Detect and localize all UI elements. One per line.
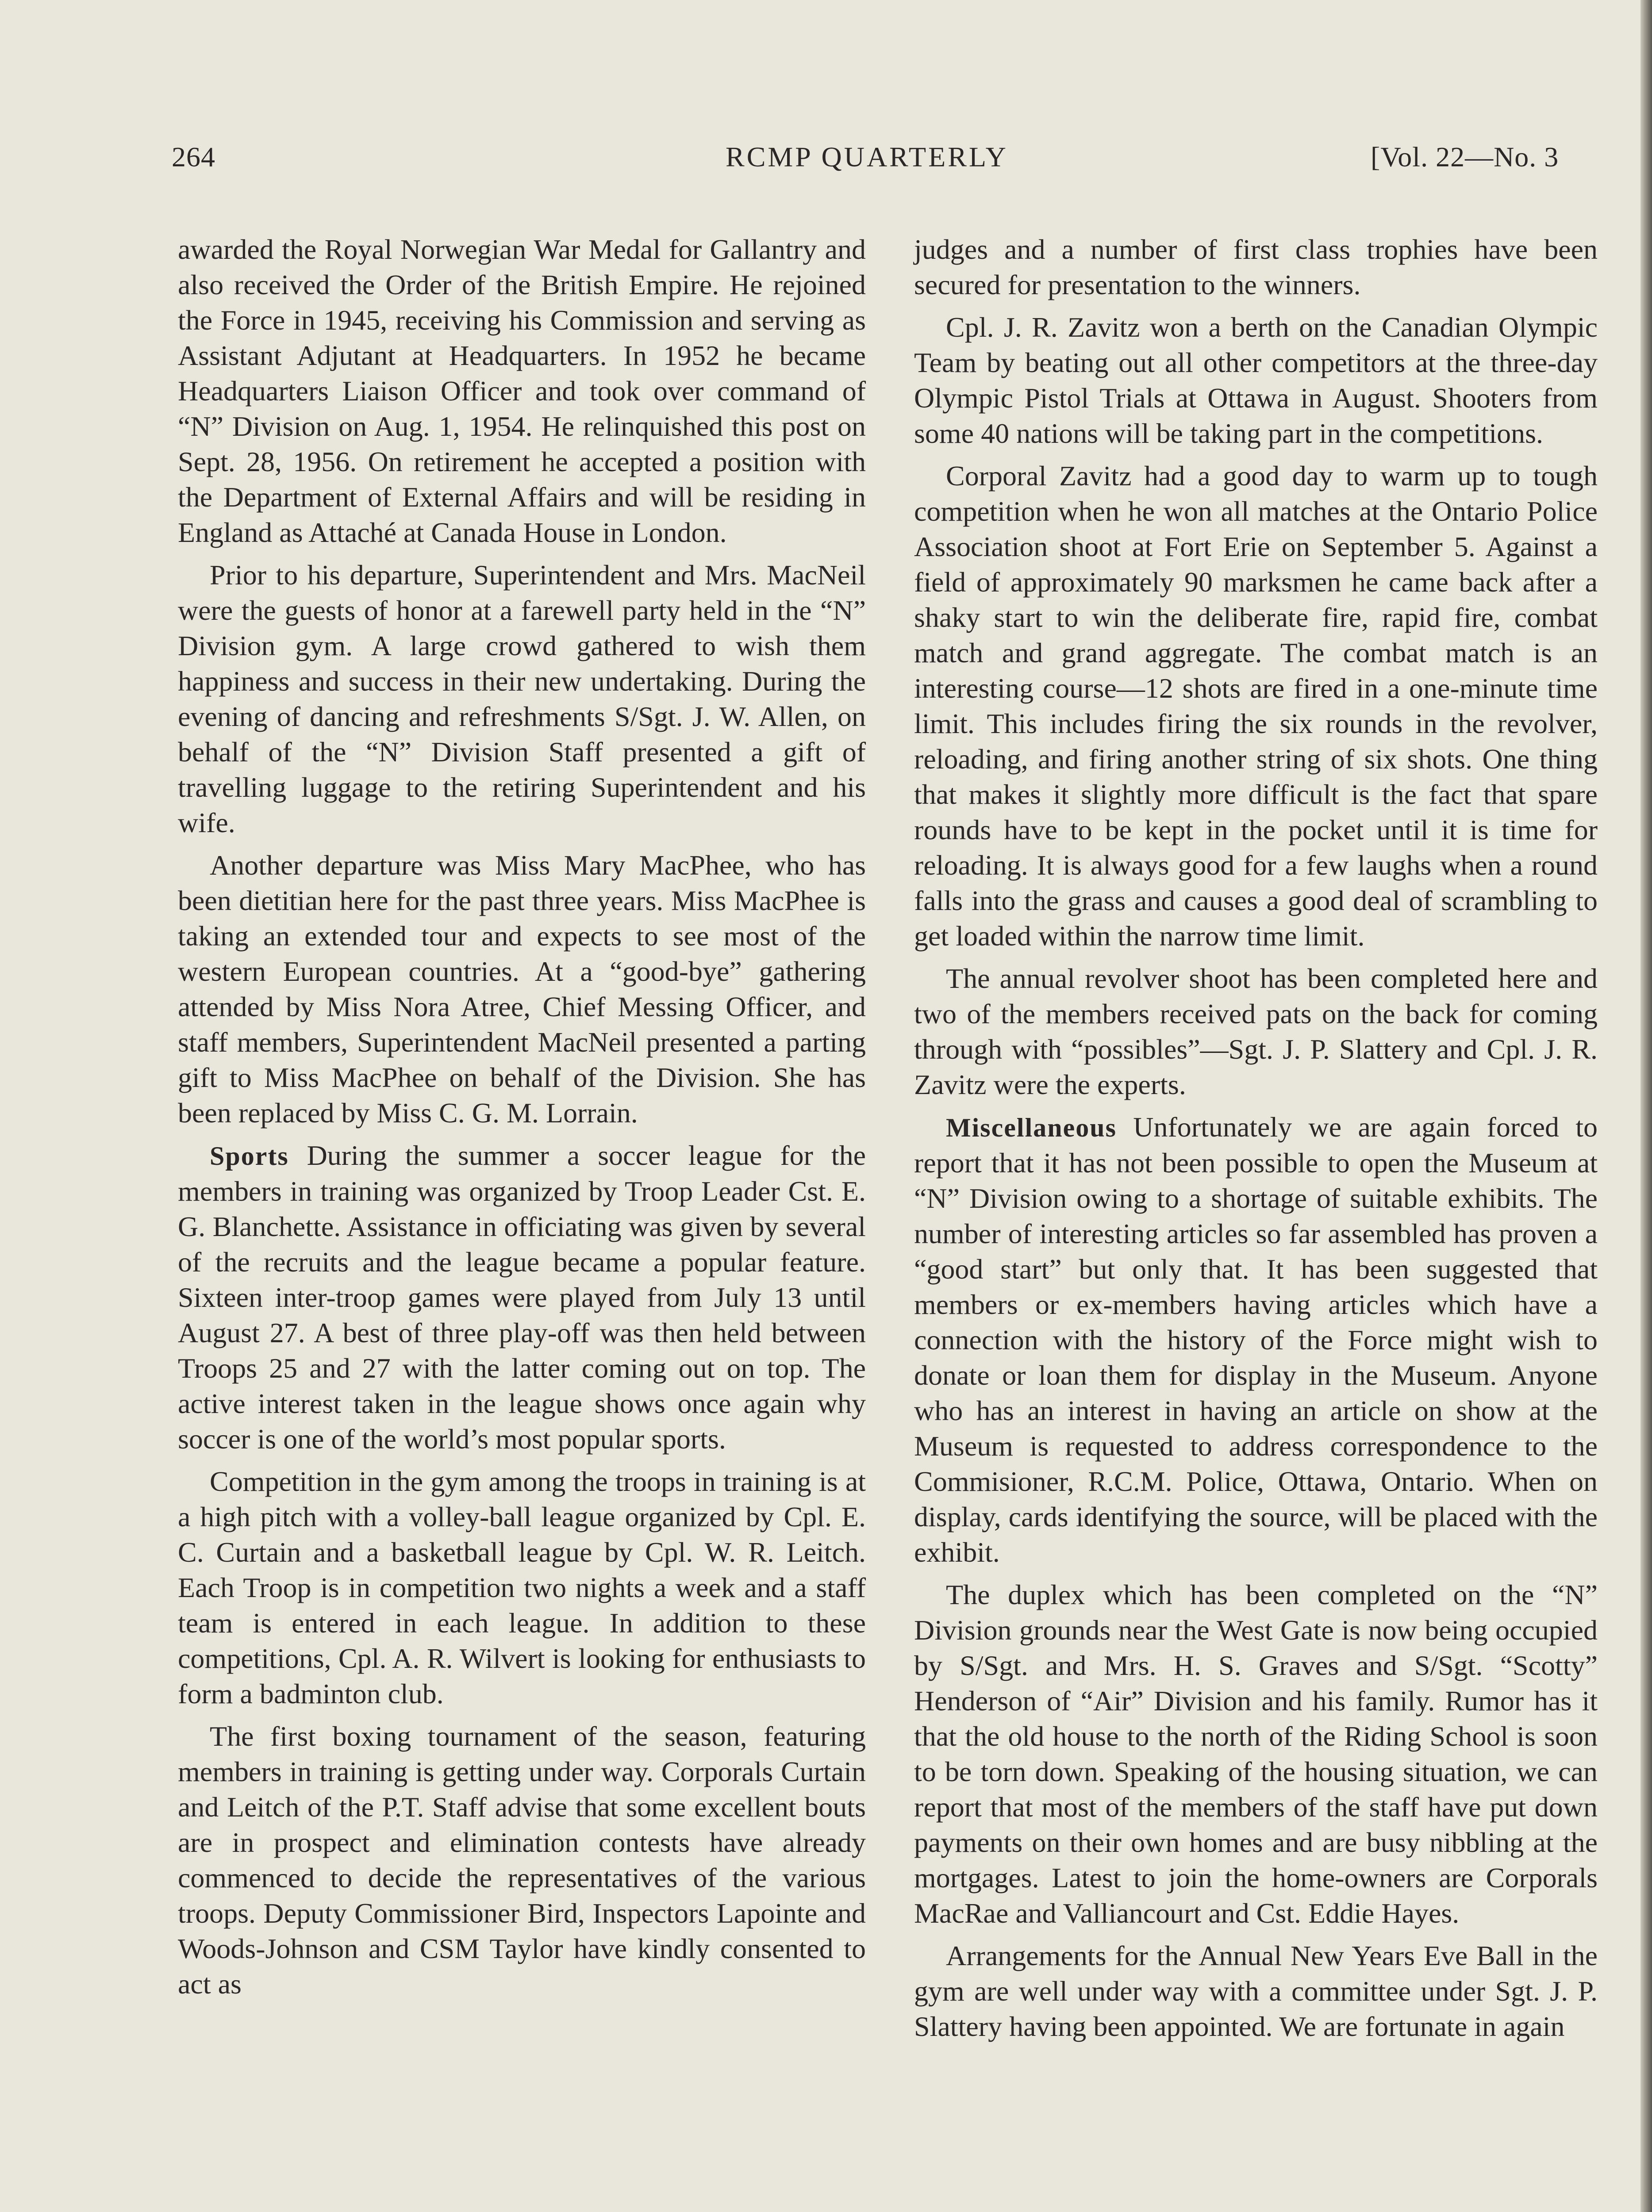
left-column: [178, 232, 866, 2009]
page-number: 264: [172, 141, 215, 173]
publication-title: RCMP QUARTERLY: [726, 141, 1008, 173]
paragraph: judges and a number of first class trophies have been secured for presentation to the winners.: [914, 234, 1598, 300]
running-header: [0, 141, 1652, 180]
paragraph-text: Unfortunately we are again forced to report that it has not been possible to open the Museum at “N” Division owing to a shortage of suitable exhibits. The number of interesting articles so far assembled has proven a “good start” but only that. It has been suggested that members or ex-members having articles which have a connection with the history of the Force might wish to donate or loan them for display in the Museum. Anyone who has an interest in having an article on show at the Museum is requested to address correspondence to the Commisioner, R.C.M. Police, Ottawa, Ontario. When on display, cards identifying the source, will be placed with the exhibit.: [914, 1111, 1598, 1568]
paragraph-text: During the summer a soccer league for the members in training was organized by Troop Leader Cst. E. G. Blanchette. Assistance in officiating was given by several of the recruits and the league became a popular feature. Sixteen inter-troop games were played from July 13 until August 27. A best of three play-off was then held between Troops 25 and 27 with the latter coming out on top. The active interest taken in the league shows once again why soccer is one of the world’s most popular sports.: [178, 1140, 866, 1455]
paragraph-sports: [178, 1138, 866, 1457]
paragraph: awarded the Royal Norwegian War Medal for Gallantry and also received the Order of the British Empire. He rejoined the Force in 1945, receiving his Commission and serving as Assistant Adjutant at Headquarters. In 1952 he became Headquarters Liaison Officer and took over command of “N” Division on Aug. 1, 1954. He relinquished this post on Sept. 28, 1956. On retirement he accepted a position with the Department of External Affairs and will be residing in England as Attaché at Canada House in London.: [178, 234, 866, 548]
paragraph: Another departure was Miss Mary MacPhee, who has been dietitian here for the past three years. Miss MacPhee is taking an extended tour and expects to see most of the western European countries. At a “good-bye” gathering attended by Miss Nora Atree, Chief Messing Officer, and staff members, Superintendent MacNeil presented a parting gift to Miss MacPhee on behalf of the Division. She has been replaced by Miss C. G. M. Lorrain.: [178, 849, 866, 1129]
paragraph: Arrangements for the Annual New Years Eve Ball in the gym are well under way with a committee under Sgt. J. P. Slattery having been appointed. We are fortunate in again: [914, 1940, 1598, 2042]
paragraph: The duplex which has been completed on the “N” Division grounds near the West Gate is now being occupied by S/Sgt. and Mrs. H. S. Graves and S/Sgt. “Scotty” Henderson of “Air” Division and his family. Rumor has it that the old house to the north of the Riding School is soon to be torn down. Speaking of the housing situation, we can report that most of the members of the staff have put down payments on their own homes and are busy nibbling at the mortgages. Latest to join the home-owners are Corporals MacRae and Valliancourt and Cst. Eddie Hayes.: [914, 1579, 1598, 1929]
paragraph: Competition in the gym among the troops in training is at a high pitch with a volley-ball league organized by Cpl. E. C. Curtain and a basketball league by Cpl. W. R. Leitch. Each Troop is in competition two nights a week and a staff team is entered in each league. In addition to these competitions, Cpl. A. R. Wilvert is looking for enthusiasts to form a badminton club.: [178, 1466, 866, 1709]
paragraph: Cpl. J. R. Zavitz won a berth on the Canadian Olympic Team by beating out all other competitors at the three-day Olympic Pistol Trials at Ottawa in August. Shooters from some 40 nations will be taking part in the competitions.: [914, 311, 1598, 449]
paragraph: Corporal Zavitz had a good day to warm up to tough competition when he won all matches at the Ontario Police Association shoot at Fort Erie on September 5. Against a field of approximately 90 marksmen he came back after a shaky start to win the deliberate fire, rapid fire, combat match and grand aggregate. The combat match is an interesting course—12 shots are fired in a one-minute time limit. This includes firing the six rounds in the revolver, reloading, and firing another string of six shots. One thing that makes it slightly more difficult is the fact that spare rounds have to be kept in the pocket until it is time for reloading. It is always good for a few laughs when a round falls into the grass and causes a good deal of scrambling to get loaded within the narrow time limit.: [914, 460, 1598, 952]
paragraph: The first boxing tournament of the season, featuring members in training is getting under way. Corporals Curtain and Leitch of the P.T. Staff advise that some excellent bouts are in prospect and elimination contests have already commenced to decide the representatives of the various troops. Deputy Commissioner Bird, Inspectors Lapointe and Woods-Johnson and CSM Taylor have kindly consented to act as: [178, 1720, 866, 2000]
section-heading-miscellaneous: Miscellaneous: [946, 1113, 1117, 1142]
volume-issue: [Vol. 22—No. 3: [1371, 141, 1559, 173]
paragraph-miscellaneous: [914, 1110, 1598, 1570]
page-edge-shadow: [1640, 0, 1652, 2212]
paragraph: Prior to his departure, Superintendent and Mrs. MacNeil were the guests of honor at a farewell party held in the “N” Division gym. A large crowd gathered to wish them happiness and success in their new undertaking. During the evening of dancing and refreshments S/Sgt. J. W. Allen, on behalf of the “N” Division Staff presented a gift of travelling luggage to the retiring Superintendent and his wife.: [178, 559, 866, 838]
section-heading-sports: Sports: [210, 1141, 289, 1171]
paragraph: The annual revolver shoot has been completed here and two of the members received pats on the back for coming through with “possibles”—Sgt. J. P. Slattery and Cpl. J. R. Zavitz were the experts.: [914, 963, 1598, 1100]
right-column: [914, 232, 1598, 2051]
